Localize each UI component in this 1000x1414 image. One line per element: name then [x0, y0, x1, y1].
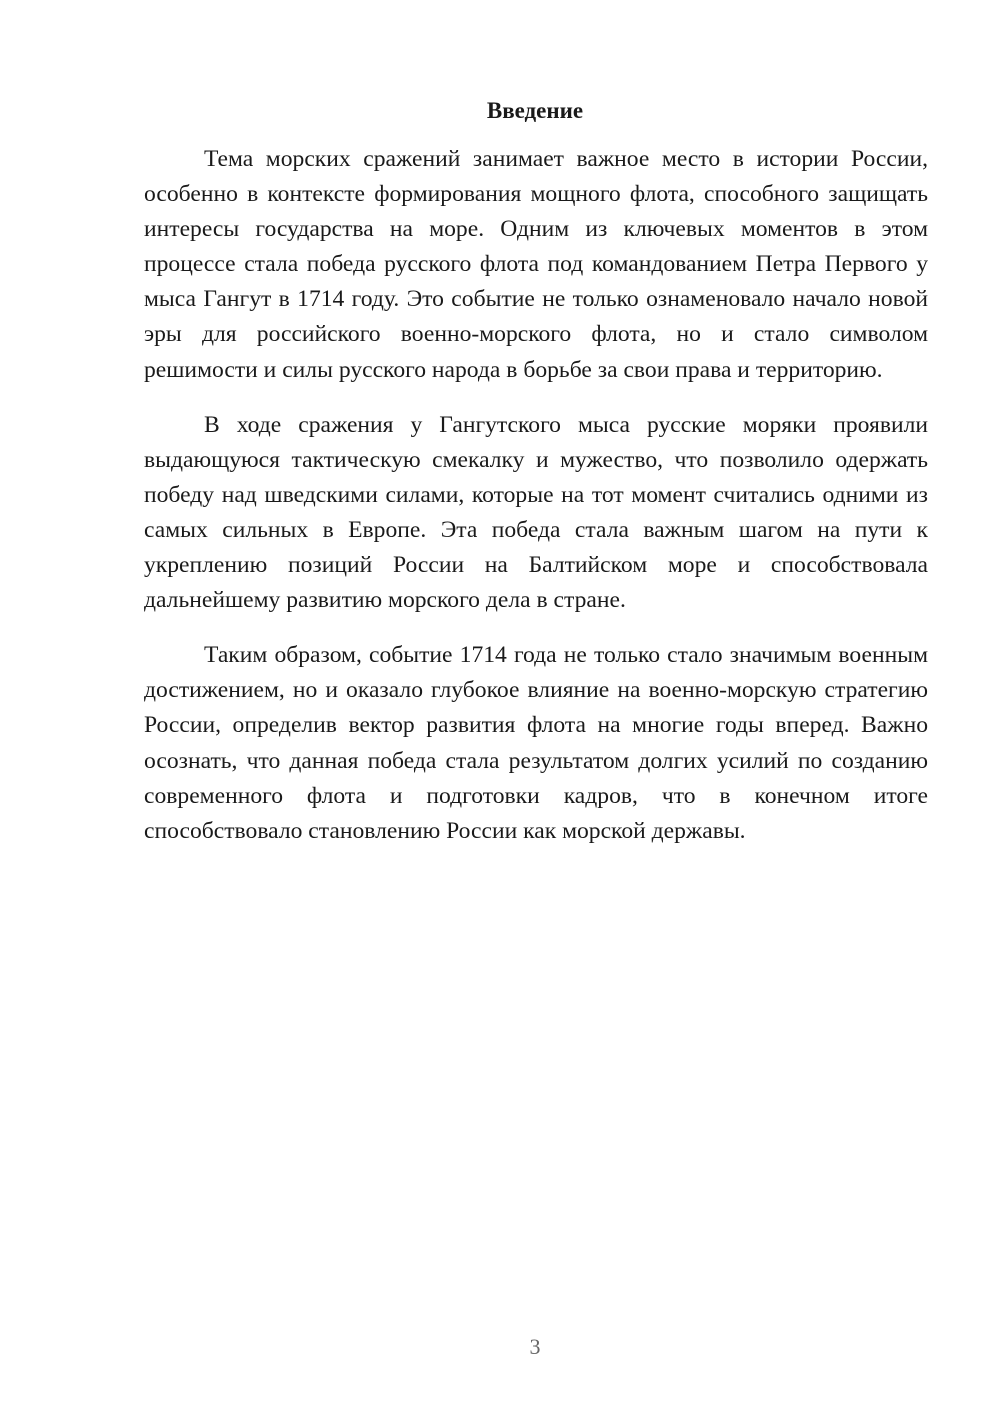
body-text: [144, 142, 928, 869]
paragraph-3: Таким образом, событие 1714 года не только стало значимым военным достижением, но и оказало глубокое влияние на военно-морскую стратегию России, определив вектор развития флота на многие годы вперед. Важно осознать, что данная победа стала результатом долгих усилий по созданию современного флота и подготовки кадров, что в конечном итоге способствовало становлению России как морской державы.: [144, 642, 928, 844]
paragraph-2: В ходе сражения у Гангутского мыса русские моряки проявили выдающуюся тактическую смекалку и мужество, что позволило одержать победу над шведскими силами, которые на тот момент считались одними из самых сильных в Европе. Эта победа стала важным шагом на пути к укреплению позиций России на Балтийском море и способствовала дальнейшему развитию морского дела в стране.: [144, 411, 928, 614]
paragraph-1: Тема морских сражений занимает важное место в истории России, особенно в контексте формирования мощного флота, способного защищать интересы государства на море. Одним из ключевых моментов в этом процессе стала победа русского флота под командованием Петра Первого у мыса Гангут в 1714 году. Это событие не только ознаменовало начало новой эры для российского военно-морского флота, но и стало символом решимости и силы русского народа в борьбе за свои права и территорию.: [144, 146, 928, 383]
section-heading: Введение: [486, 98, 584, 123]
page-number: 3: [529, 1334, 541, 1359]
